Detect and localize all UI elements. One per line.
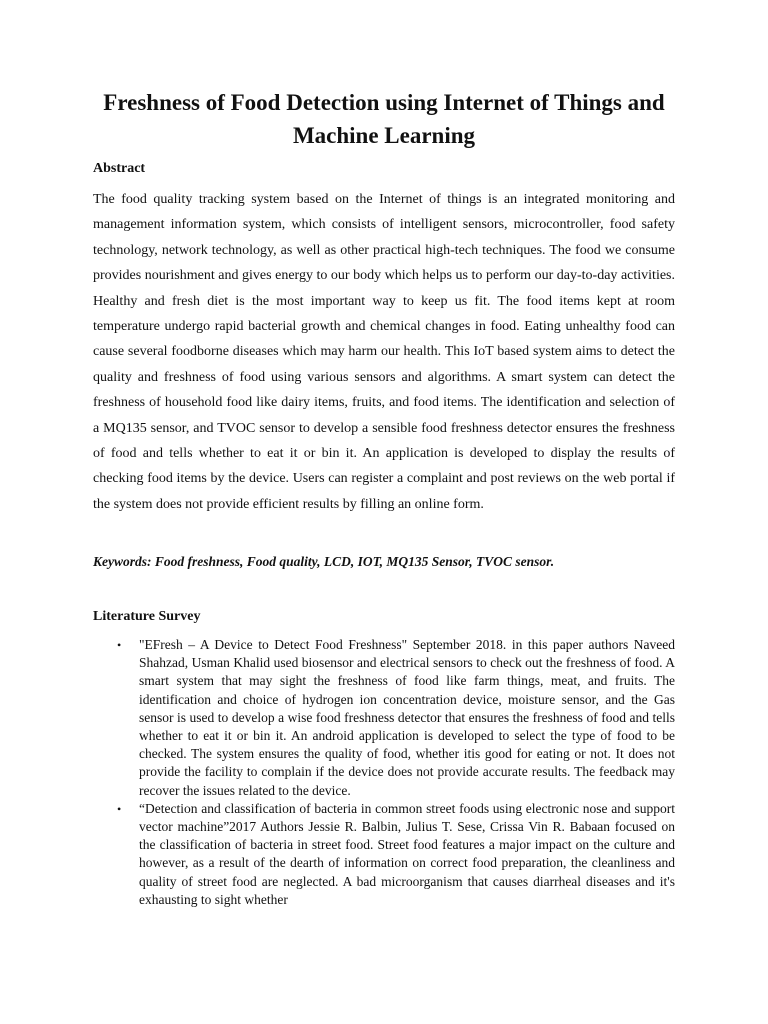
keywords-line: Keywords: Food freshness, Food quality, LCD, IOT, MQ135 Sensor, TVOC sensor. [93,554,555,569]
list-item [93,800,675,909]
abstract-paragraph: The food quality tracking system based on the Internet of things is an integrated monitoring and management information system, which consists of intelligent sensors, microcontroller, food safety technology, network technology, as well as other practical high-tech techniques. The food we consume provides nourishment and gives energy to our body which helps us to perform our day-to-day activities. Healthy and fresh diet is the most important way to keep us fit. The food items kept at room temperature undergo rapid bacterial growth and chemical changes in food. Eating unhealthy food can cause several foodborne diseases which may harm our health. This IoT based system aims to detect the quality and freshness of food using various sensors and algorithms. A smart system can detect the freshness of household food like dairy items, fruits, and food items. The identification and selection of a MQ135 sensor, and TVOC sensor to develop a sensible food freshness detector ensures the freshness of food and tells whether to eat it or bin it. An application is developed to display the results of checking food items by the device. Users can register a complaint and post reviews on the web portal if the system does not provide efficient results by filling an online form. [93,192,675,512]
list-item-text: “Detection and classification of bacteria in common street foods using electronic nose and support vector machine”2017 Authors Jessie R. Balbin, Julius T. Sese, Crissa Vin R. Babaan focused on the classification of bacteria in street food. Street food features a major impact on the culture and however, as a result of the dearth of information on correct food preparation, the cleanliness and quality of street food are neglected. A bad microorganism that causes diarrheal diseases and it's exhausting to sight whether [139,800,675,907]
literature-survey-heading: Literature Survey [93,609,201,624]
bullet-icon: • [117,801,122,816]
document-title: Freshness of Food Detection using Internet of Things and Machine Learning [103,90,665,148]
list-item-text: "EFresh – A Device to Detect Food Freshness" September 2018. in this paper authors Naveed Shahzad, Usman Khalid used biosensor and electrical sensors to check out the freshness of food. A smart system that may sight the freshness of food like farm things, meat, and fruits. The identification and choice of hydrogen ion concentration device, moisture sensor, and the Gas sensor is used to develop a wise food freshness detector that ensures the freshness of food and tells whether to eat it or bin it. An android application is developed to select the type of food to be checked. The system ensures the quality of food, whether itis good for eating or not. It does not provide the facility to complain if the device does not provide accurate results. The feedback may recover the issues related to the device. [139,637,675,798]
literature-survey-list [93,636,675,909]
list-item [93,636,675,800]
abstract-heading: Abstract [93,161,146,176]
bullet-icon: • [117,638,122,652]
